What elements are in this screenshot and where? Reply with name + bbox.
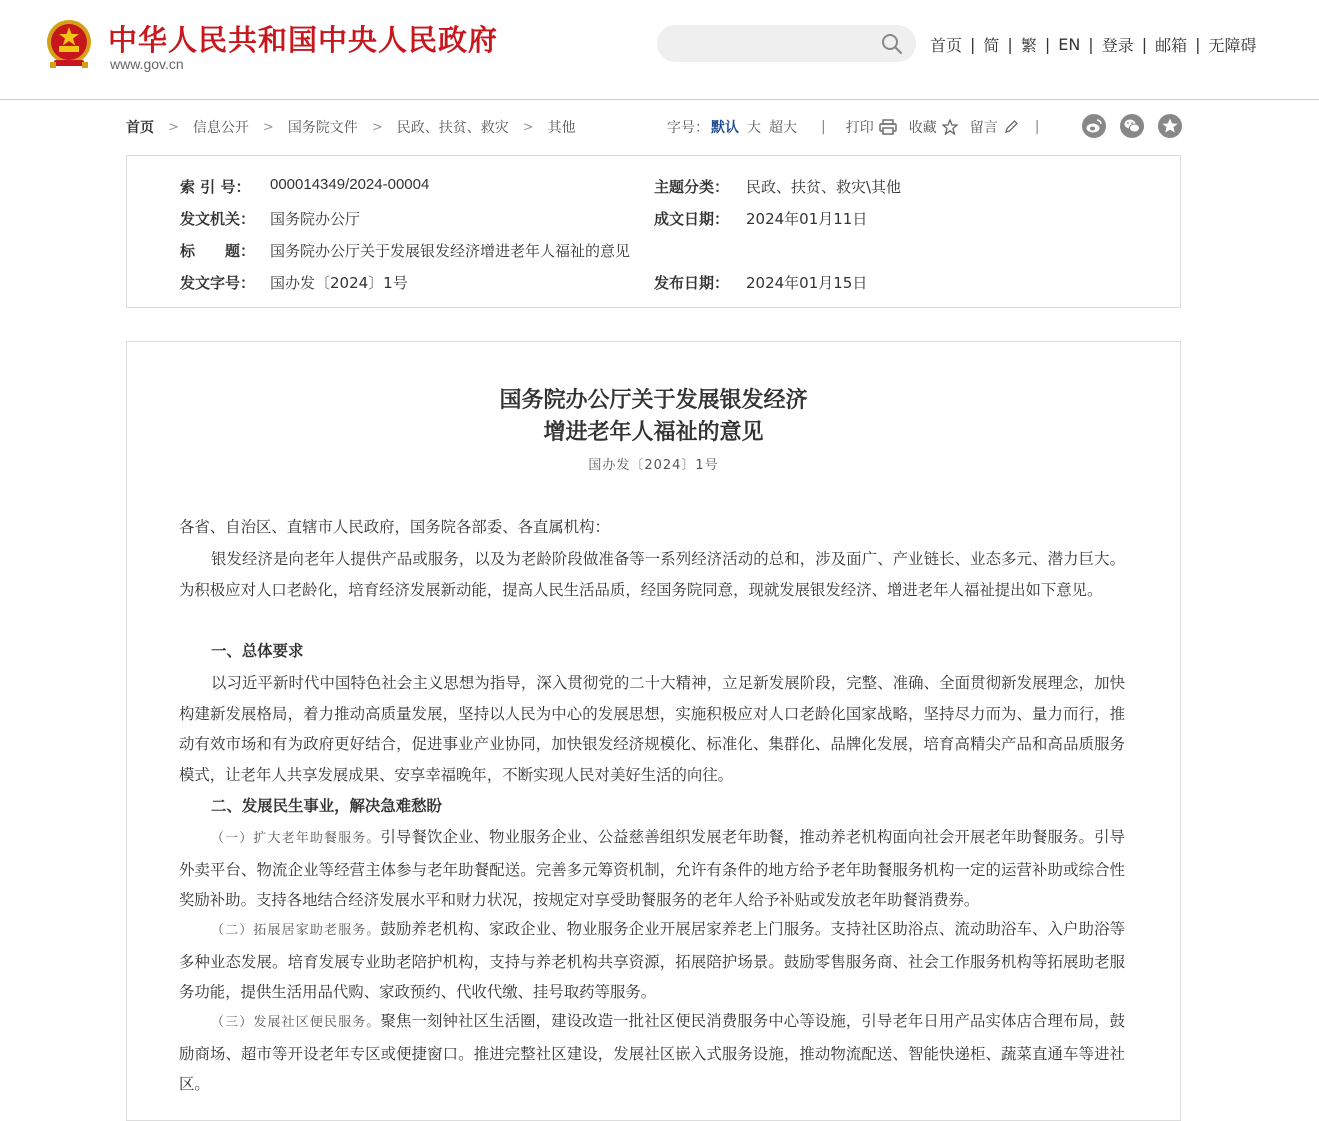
- comment-button[interactable]: [970, 117, 1019, 137]
- font-size-label: 字号：: [667, 120, 709, 136]
- chevron-right-icon: >: [371, 119, 383, 135]
- chevron-right-icon: >: [522, 119, 534, 135]
- nav-home[interactable]: 首页: [930, 36, 963, 55]
- star-glyph: [1158, 114, 1182, 138]
- favorite-button[interactable]: [909, 117, 958, 137]
- weibo-glyph: [1082, 114, 1106, 138]
- info-index: [180, 176, 429, 197]
- nav-separator: |: [1141, 35, 1148, 54]
- nav-accessibility[interactable]: 无障碍: [1208, 36, 1257, 55]
- breadcrumb-other[interactable]: 其他: [547, 120, 576, 136]
- info-issuer-value: 国务院办公厅: [270, 210, 361, 228]
- item-1-head: （一）扩大老年助餐服务。: [211, 831, 381, 846]
- article-body: [126, 341, 1181, 1121]
- nav-simplified[interactable]: 简: [983, 36, 1000, 55]
- article-doc-number: 国办发〔2024〕1号: [588, 458, 719, 473]
- info-publish-date: [654, 272, 867, 293]
- font-size-xlarge[interactable]: 超大: [769, 120, 797, 136]
- nav-english[interactable]: EN: [1058, 35, 1081, 54]
- font-size-default[interactable]: 默认: [711, 120, 739, 136]
- item-3-head: （三）发展社区便民服务。: [211, 1015, 381, 1030]
- info-theme: [654, 176, 901, 197]
- national-emblem-icon[interactable]: [44, 18, 94, 70]
- search-icon[interactable]: [880, 32, 904, 56]
- section-2-item-3: [179, 1006, 1125, 1100]
- pen-icon: [1003, 119, 1019, 135]
- wechat-glyph: [1120, 114, 1144, 138]
- info-written-date-label: 成文日期：: [654, 210, 730, 228]
- chevron-right-icon: >: [262, 119, 274, 135]
- wechat-icon[interactable]: [1120, 114, 1144, 138]
- info-issuer: [180, 208, 360, 229]
- nav-separator: |: [1007, 35, 1013, 54]
- site-header: [0, 0, 1319, 100]
- info-title: [180, 240, 630, 261]
- info-doc-number-value: 国办发〔2024〕1号: [270, 274, 408, 292]
- breadcrumb-home[interactable]: 首页: [126, 120, 154, 136]
- info-doc-number-label: 发文字号：: [180, 274, 256, 292]
- info-index-value: 000014349/2024-00004: [270, 176, 430, 193]
- nav-traditional[interactable]: 繁: [1020, 36, 1037, 55]
- chevron-right-icon: >: [168, 119, 179, 135]
- section-2-heading: 二、发展民生事业，解决急难愁盼: [211, 797, 442, 815]
- info-written-date: [654, 208, 867, 229]
- printer-icon: [879, 119, 897, 135]
- breadcrumb: [126, 117, 576, 137]
- item-1-text: 引导餐饮企业、物业服务企业、公益慈善组织发展老年助餐，推动养老机构面向社会开展老年助餐服务。引导外卖平台、物流企业等经营主体参与老年助餐配送。完善多元筹资机制，允许有条件的地方给予老年助餐服务机构一定的运营补助或综合性奖励补助。支持各地结合经济发展水平和财力状况，按规定对享受助餐服务的老年人给予补贴或发放老年助餐消费券。: [179, 828, 1125, 909]
- nav-separator: |: [1195, 35, 1201, 54]
- breadcrumb-info-public[interactable]: 信息公开: [192, 120, 249, 136]
- info-issuer-label: 发文机关：: [180, 210, 256, 228]
- section-1-text: 以习近平新时代中国特色社会主义思想为指导，深入贯彻党的二十大精神，立足新发展阶段，完整、准确、全面贯彻新发展理念，加快构建新发展格局，着力推动高质量发展，坚持以人民为中心的发展思想，实施积极应对人口老龄化国家战略，坚持尽力而为、量力而行，推动有效市场和有为政府更好结合，促进事业产业协同，加快银发经济规模化、标准化、集群化、品牌化发展，培育高精尖产品和高品质服务模式，让老年人共享发展成果、安享幸福晚年，不断实现人民对美好生活的向往。: [179, 674, 1125, 784]
- section-2-item-1: [179, 822, 1125, 916]
- info-theme-value: 民政、扶贫、救灾\其他: [746, 178, 902, 196]
- tools-separator: |: [821, 119, 826, 135]
- info-theme-label: 主题分类：: [654, 178, 730, 196]
- info-title-label: 标 题：: [180, 242, 256, 260]
- document-info-table: [126, 155, 1181, 308]
- article-title-line-1: 国务院办公厅关于发展银发经济: [499, 387, 808, 413]
- item-2-text: 鼓励养老机构、家政企业、物业服务企业开展居家养老上门服务。支持社区助浴点、流动助浴车、入户助浴等多种业态发展。培育发展专业助老陪护机构，支持与养老机构共享资源，拓展陪护场景。鼓励零售服务商、社会工作服务机构等拓展助老服务功能，提供生活用品代购、家政预约、代收代缴、挂号取药等服务。: [179, 920, 1125, 1001]
- article-tools: [667, 117, 1059, 137]
- site-domain: www.gov.cn: [110, 56, 184, 72]
- star-outline-icon: [942, 119, 958, 135]
- top-nav: [930, 33, 1257, 56]
- nav-login[interactable]: 登录: [1101, 36, 1134, 55]
- star-icon[interactable]: [1158, 114, 1182, 138]
- font-size-large[interactable]: 大: [747, 120, 761, 136]
- print-label: 打印: [845, 120, 874, 136]
- nav-separator: |: [970, 35, 976, 54]
- info-index-label: 索 引 号：: [180, 178, 251, 196]
- item-2-head: （二）拓展居家助老服务。: [211, 923, 381, 938]
- tools-separator: |: [1034, 119, 1040, 135]
- breadcrumb-civil-affairs[interactable]: 民政、扶贫、救灾: [396, 120, 509, 136]
- breadcrumb-state-council-docs[interactable]: 国务院文件: [287, 120, 358, 136]
- info-publish-date-value: 2024年01月15日: [746, 274, 868, 292]
- article-title-line-2: 增进老年人福祉的意见: [543, 419, 764, 445]
- article-salutation: 各省、自治区、直辖市人民政府，国务院各部委、各直属机构：: [179, 518, 610, 536]
- section-1-heading: 一、总体要求: [211, 642, 304, 660]
- site-title[interactable]: 中华人民共和国中央人民政府: [108, 23, 499, 57]
- weibo-icon[interactable]: [1082, 114, 1106, 138]
- info-title-value: 国务院办公厅关于发展银发经济增进老年人福祉的意见: [270, 242, 631, 260]
- search-input[interactable]: [657, 25, 916, 62]
- section-2-item-2: [179, 914, 1125, 1008]
- nav-mail[interactable]: 邮箱: [1155, 36, 1188, 55]
- comment-label: 留言: [969, 120, 998, 136]
- favorite-label: 收藏: [908, 120, 937, 136]
- info-written-date-value: 2024年01月11日: [746, 210, 868, 228]
- info-doc-number: [180, 272, 408, 293]
- info-publish-date-label: 发布日期：: [654, 274, 730, 292]
- item-3-text: 聚焦一刻钟社区生活圈，建设改造一批社区便民消费服务中心等设施，引导老年日用产品实体店合理布局，鼓励商场、超市等开设老年专区或便捷窗口。推进完整社区建设，发展社区嵌入式服务设施，推动物流配送、智能快递柜、蔬菜直通车等进社区。: [179, 1012, 1125, 1093]
- print-button[interactable]: [846, 117, 897, 137]
- article-intro: 银发经济是向老年人提供产品或服务，以及为老龄阶段做准备等一系列经济活动的总和，涉及面广、产业链长、业态多元、潜力巨大。为积极应对人口老龄化，培育经济发展新动能，提高人民生活品质，经国务院同意，现就发展银发经济、增进老年人福祉提出如下意见。: [179, 550, 1125, 599]
- nav-separator: |: [1044, 35, 1051, 54]
- nav-separator: |: [1088, 35, 1094, 54]
